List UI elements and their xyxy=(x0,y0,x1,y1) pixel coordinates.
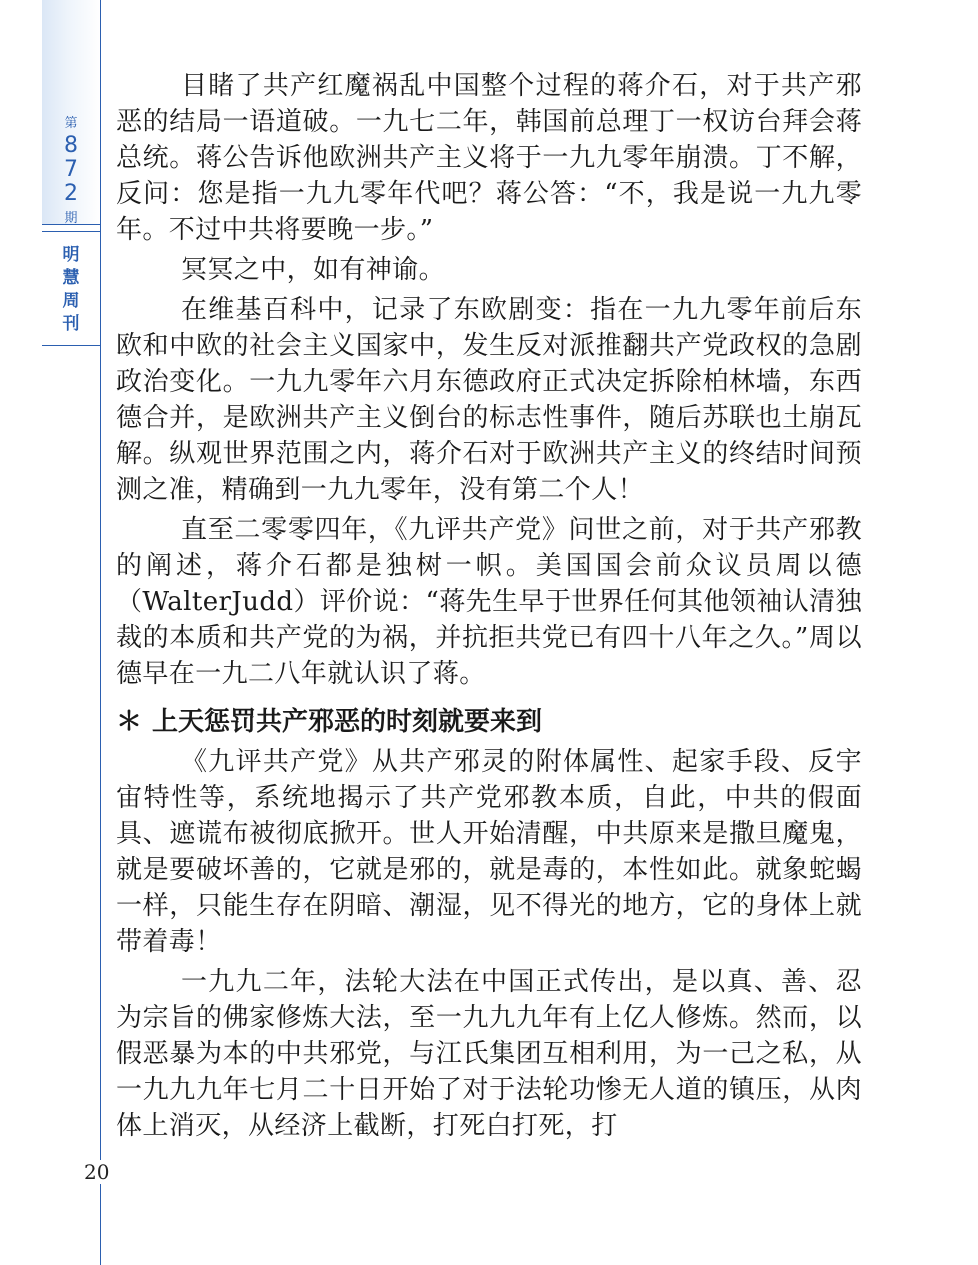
section-heading xyxy=(116,704,862,740)
sidebar-divider xyxy=(42,345,100,346)
magazine-name-char: 慧 xyxy=(62,268,80,288)
issue-digit: 2 xyxy=(64,181,78,206)
issue-digit: 7 xyxy=(64,157,78,182)
magazine-name-char: 明 xyxy=(62,245,80,265)
article-paragraph: 冥冥之中，如有神谕。 xyxy=(181,255,446,285)
article-paragraph: 一九九二年，法轮大法在中国正式传出，是以真、善、忍为宗旨的佛家修炼大法，至一九九九年有上亿人修炼。然而，以假恶暴为本的中共邪党，与江氏集团互相利用，为一己之私，从一九九九年七月二十日开始了对于法轮功惨无人道的镇压，从肉体上消灭，从经济上截断，打死白打死，打 xyxy=(116,967,862,1141)
sidebar-divider xyxy=(42,231,100,232)
article-paragraph: 在维基百科中，记录了东欧剧变：指在一九九零年前后东欧和中欧的社会主义国家中，发生反对派推翻共产党政权的急剧政治变化。一九九零年六月东德政府正式决定拆除柏林墙，东西德合并，是欧洲共产主义倒台的标志性事件，随后苏联也土崩瓦解。纵观世界范围之内，蒋介石对于欧洲共产主义的终结时间预测之准，精确到一九九零年，没有第二个人！ xyxy=(116,295,862,505)
magazine-name-char: 刊 xyxy=(62,314,80,334)
article-paragraph: 目睹了共产红魔祸乱中国整个过程的蒋介石，对于共产邪恶的结局一语道破。一九七二年，韩国前总理丁一权访台拜会蒋总统。蒋公告诉他欧洲共产主义将于一九九零年崩溃。丁不解，反问：您是指一九九零年代吧？蒋公答：“不，我是说一九九零年。不过中共将要晚一步。” xyxy=(116,71,862,245)
article-paragraph: 《九评共产党》从共产邪灵的附体属性、起家手段、反宇宙特性等，系统地揭示了共产党邪教本质，自此，中共的假面具、遮谎布被彻底掀开。世人开始清醒，中共原来是撒旦魔鬼，就是要破坏善的，它就是邪的，就是毒的，本性如此。就象蛇蝎一样，只能生存在阴暗、潮湿，见不得光的地方，它的身体上就带着毒！ xyxy=(116,747,862,957)
section-marker: ＊ xyxy=(116,707,143,737)
magazine-name-char: 周 xyxy=(62,291,80,311)
page-number: 20 xyxy=(84,1160,110,1184)
issue-digit: 8 xyxy=(64,133,78,158)
article-body xyxy=(116,68,862,1148)
article-paragraph: 直至二零零四年，《九评共产党》问世之前，对于共产邪教的阐述，蒋介石都是独树一帜。美国国会前众议员周以德（WalterJudd）评价说：“蒋先生早于世界任何其他领袖认清独裁的本质和共产党的为祸，并抗拒共党已有四十八年之久。”周以德早在一九二八年就认识了蒋。 xyxy=(116,515,862,689)
magazine-name xyxy=(42,244,100,336)
issue-suffix: 期 xyxy=(64,211,78,226)
margin-line xyxy=(100,0,101,1265)
issue-prefix: 第 xyxy=(64,116,78,131)
section-heading-text: 上天惩罚共产邪恶的时刻就要来到 xyxy=(152,707,543,737)
